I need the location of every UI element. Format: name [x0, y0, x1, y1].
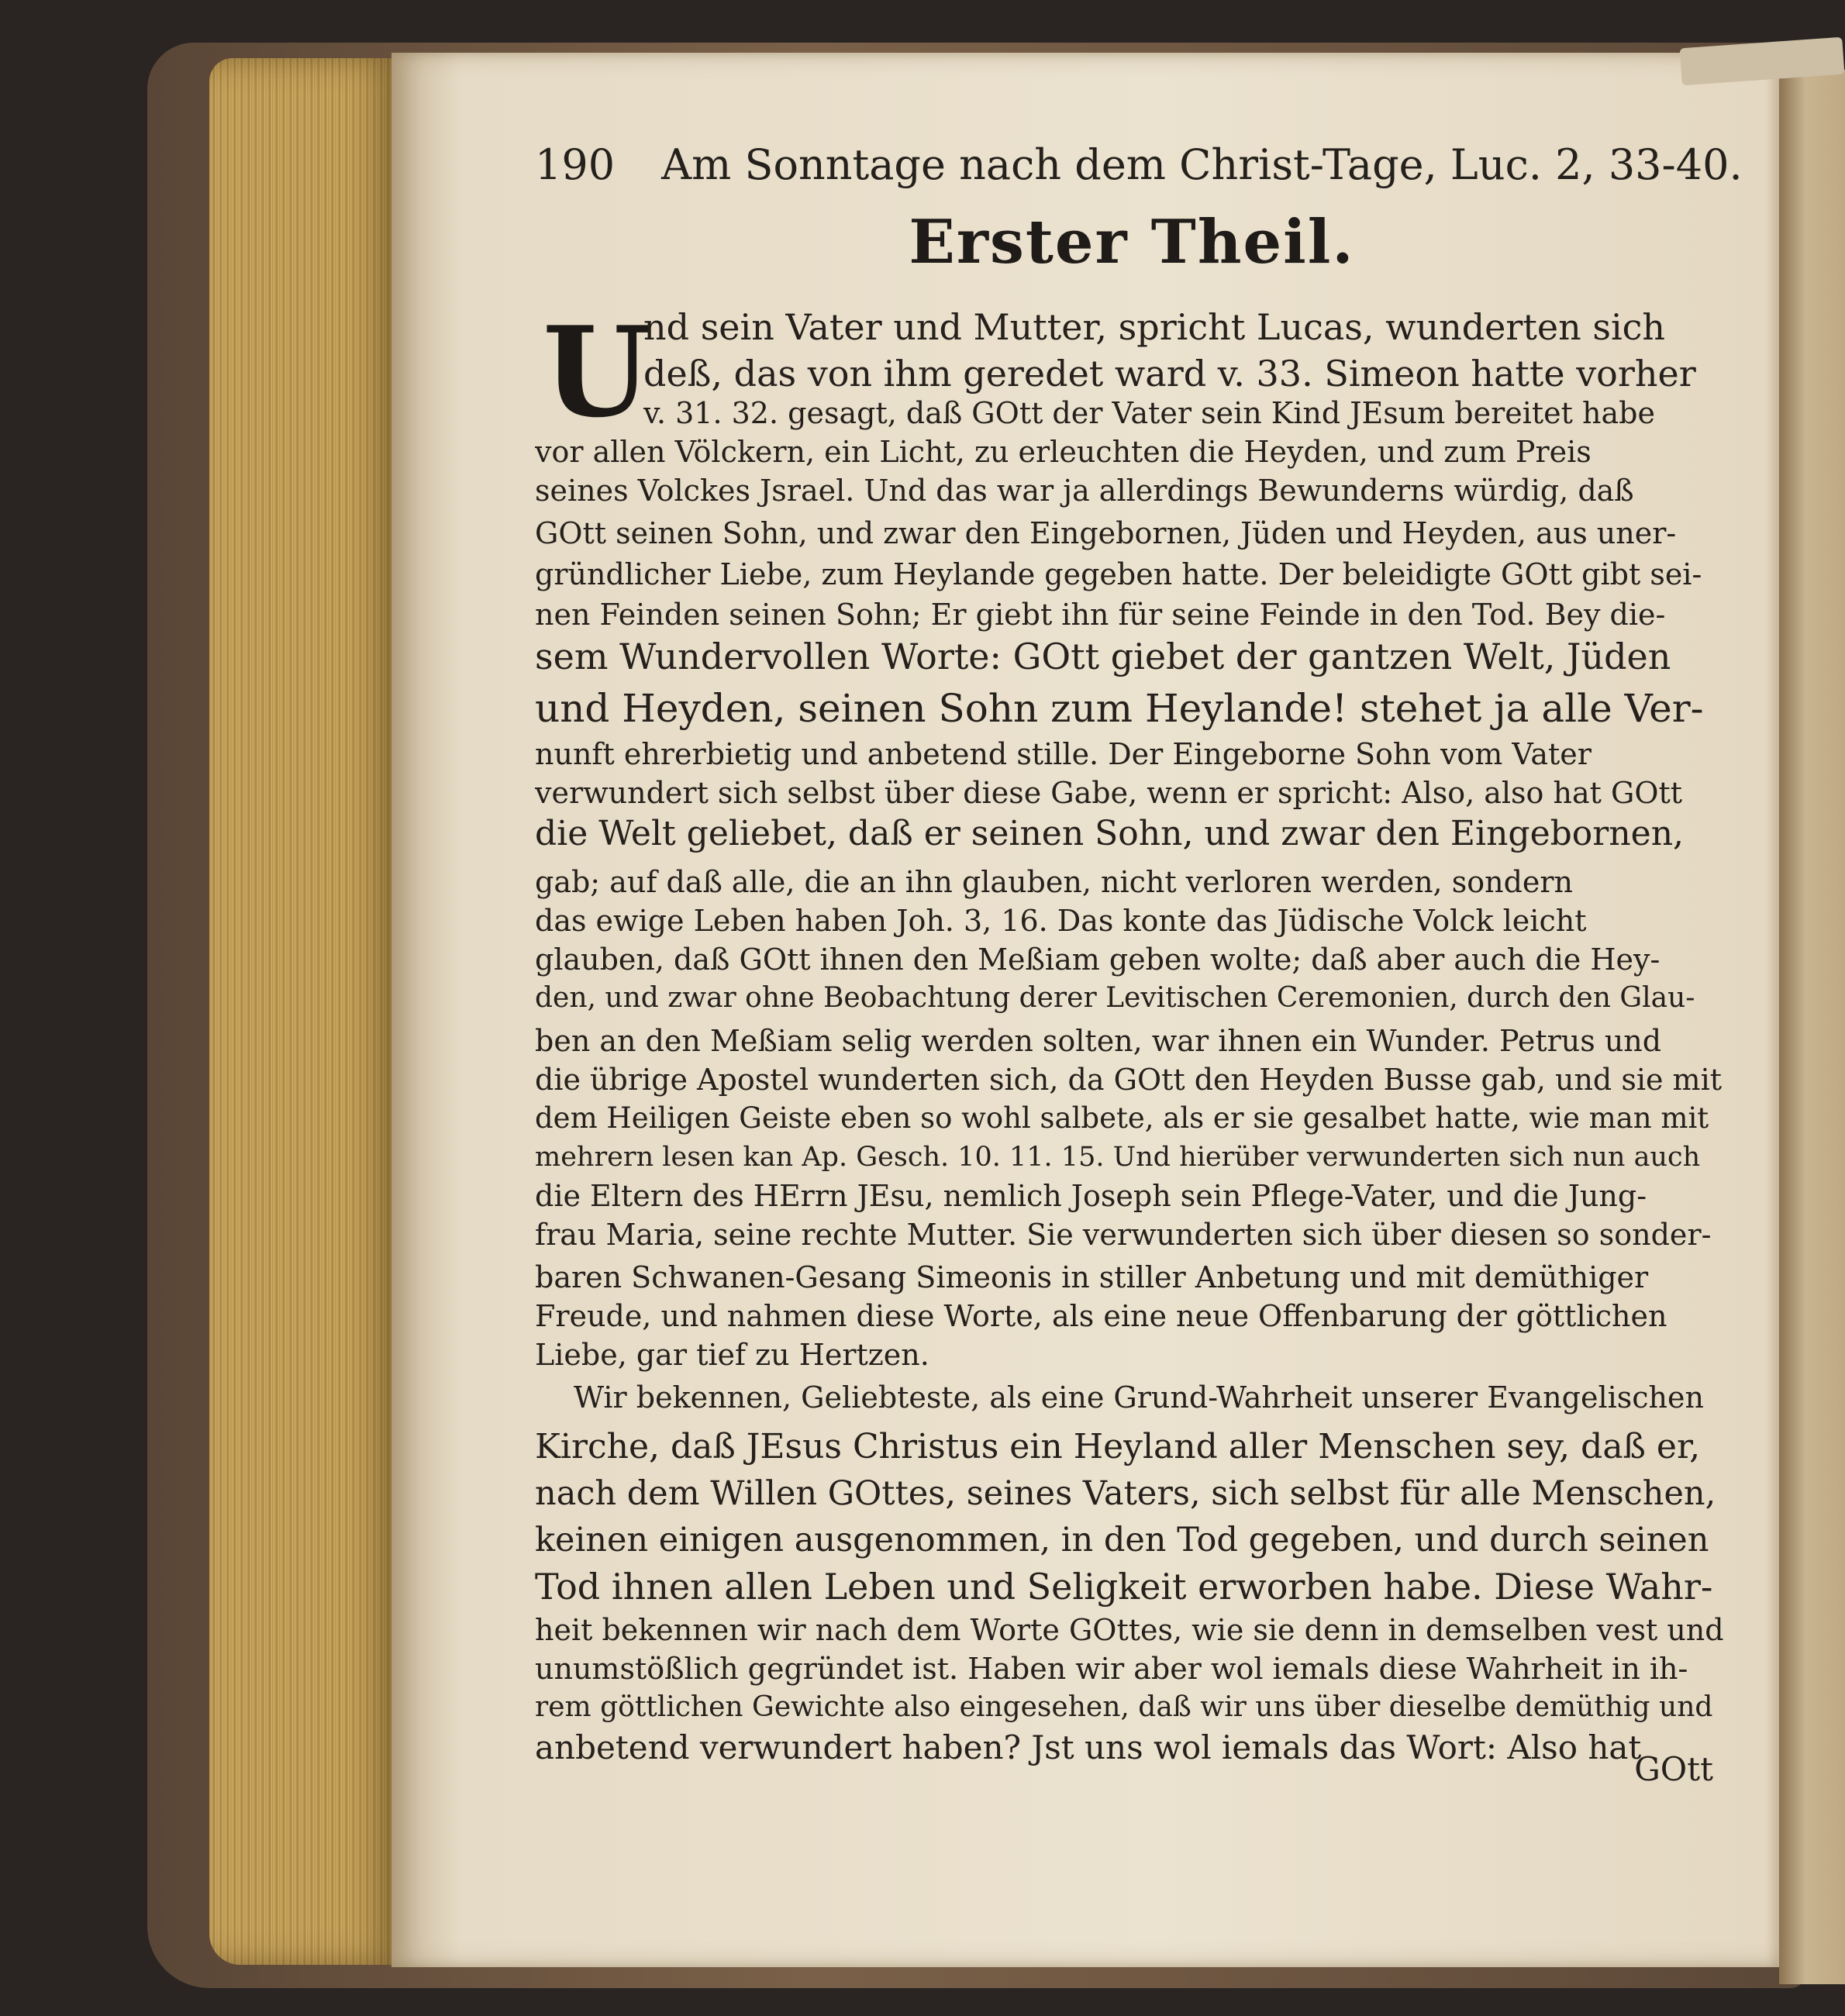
- text-line: dem Heiligen Geiste eben so wohl salbete, als er sie gesalbet hatte, wie man mit: [535, 1101, 1709, 1135]
- text-line: seines Volckes Jsrael. Und das war ja allerdings Bewunderns würdig, daß: [535, 474, 1634, 508]
- text-line: nunft ehrerbietig und anbetend stille. Der Eingeborne Sohn vom Vater: [535, 737, 1592, 771]
- text-line: Kirche, daß JEsus Christus ein Heyland aller Menschen sey, daß er,: [535, 1427, 1701, 1466]
- text-line: nen Feinden seinen Sohn; Er giebt ihn für seine Feinde in den Tod. Bey die-: [535, 598, 1666, 632]
- text-line: den, und zwar ohne Beobachtung derer Levitischen Ceremonien, durch den Glau-: [535, 982, 1695, 1014]
- text-line: sem Wundervollen Worte: GOtt giebet der gantzen Welt, Jüden: [535, 636, 1671, 677]
- text-line: gab; auf daß alle, die an ihn glauben, nicht verloren werden, sondern: [535, 865, 1574, 899]
- text-line: GOtt seinen Sohn, und zwar den Eingebornen, Jüden und Heyden, aus uner-: [535, 516, 1677, 550]
- text-line: die übrige Apostel wunderten sich, da GOtt den Heyden Busse gab, und sie mit: [535, 1063, 1723, 1097]
- text-line: Liebe, gar tief zu Hertzen.: [535, 1338, 929, 1372]
- text-line: Freude, und nahmen diese Worte, als eine neue Offenbarung der göttlichen: [535, 1299, 1667, 1333]
- text-line: die Welt geliebet, daß er seinen Sohn, und zwar den Eingebornen,: [535, 814, 1685, 853]
- text-line: das ewige Leben haben Joh. 3, 16. Das konte das Jüdische Volck leicht: [535, 904, 1587, 938]
- running-head-title: Am Sonntage nach dem Christ-Tage, Luc. 2, 33-40.: [661, 140, 1743, 189]
- text-line: und Heyden, seinen Sohn zum Heylande! stehet ja alle Ver-: [535, 686, 1704, 731]
- text-line: gründlicher Liebe, zum Heylande gegeben hatte. Der beleidigte GOtt gibt sei-: [535, 557, 1702, 591]
- text-line: deß, das von ihm geredet ward v. 33. Simeon hatte vorher: [643, 353, 1696, 395]
- section-heading: Erster Theil.: [909, 207, 1355, 277]
- text-line: baren Schwanen-Gesang Simeonis in stiller Anbetung und mit demüthiger: [535, 1260, 1649, 1294]
- text-line: Tod ihnen allen Leben und Seligkeit erworben habe. Diese Wahr-: [535, 1566, 1713, 1608]
- text-line: keinen einigen ausgenommen, in den Tod gegeben, und durch seinen: [535, 1521, 1709, 1559]
- text-line: Wir bekennen, Geliebteste, als eine Grund-Wahrheit unserer Evangelischen: [574, 1380, 1704, 1415]
- drop-cap: U: [543, 299, 651, 445]
- text-line: v. 31. 32. gesagt, daß GOtt der Vater sein Kind JEsum bereitet habe: [643, 396, 1655, 430]
- text-line: ben an den Meßiam selig werden solten, war ihnen ein Wunder. Petrus und: [535, 1024, 1662, 1058]
- text-line: nd sein Vater und Mutter, spricht Lucas, wunderten sich: [643, 306, 1666, 348]
- text-line: heit bekennen wir nach dem Worte GOttes, wie sie denn in demselben vest und: [535, 1613, 1724, 1647]
- text-line: verwundert sich selbst über diese Gabe, wenn er spricht: Also, also hat GOtt: [535, 776, 1683, 810]
- text-line: anbetend verwundert haben? Jst uns wol iemals das Wort: Also hat: [535, 1728, 1642, 1766]
- text-line: frau Maria, seine rechte Mutter. Sie verwunderten sich über diesen so sonder-: [535, 1218, 1712, 1252]
- text-line: vor allen Völckern, ein Licht, zu erleuchten die Heyden, und zum Preis: [535, 435, 1592, 469]
- text-line: mehrern lesen kan Ap. Gesch. 10. 11. 15. Und hierüber verwunderten sich nun auch: [535, 1142, 1701, 1173]
- text-line: die Eltern des HErrn JEsu, nemlich Joseph sein Pflege-Vater, und die Jung-: [535, 1179, 1647, 1213]
- text-line: glauben, daß GOtt ihnen den Meßiam geben wolte; daß aber auch die Hey-: [535, 943, 1660, 977]
- text-line: rem göttlichen Gewichte also eingesehen, daß wir uns über dieselbe demüthig und: [535, 1691, 1713, 1723]
- page-number: 190: [535, 140, 616, 189]
- running-head: [535, 130, 1743, 200]
- text-line: unumstößlich gegründet ist. Haben wir aber wol iemals diese Wahrheit in ih-: [535, 1652, 1688, 1686]
- catchword: GOtt: [1634, 1750, 1713, 1788]
- text-line: nach dem Willen GOttes, seines Vaters, sich selbst für alle Menschen,: [535, 1474, 1716, 1513]
